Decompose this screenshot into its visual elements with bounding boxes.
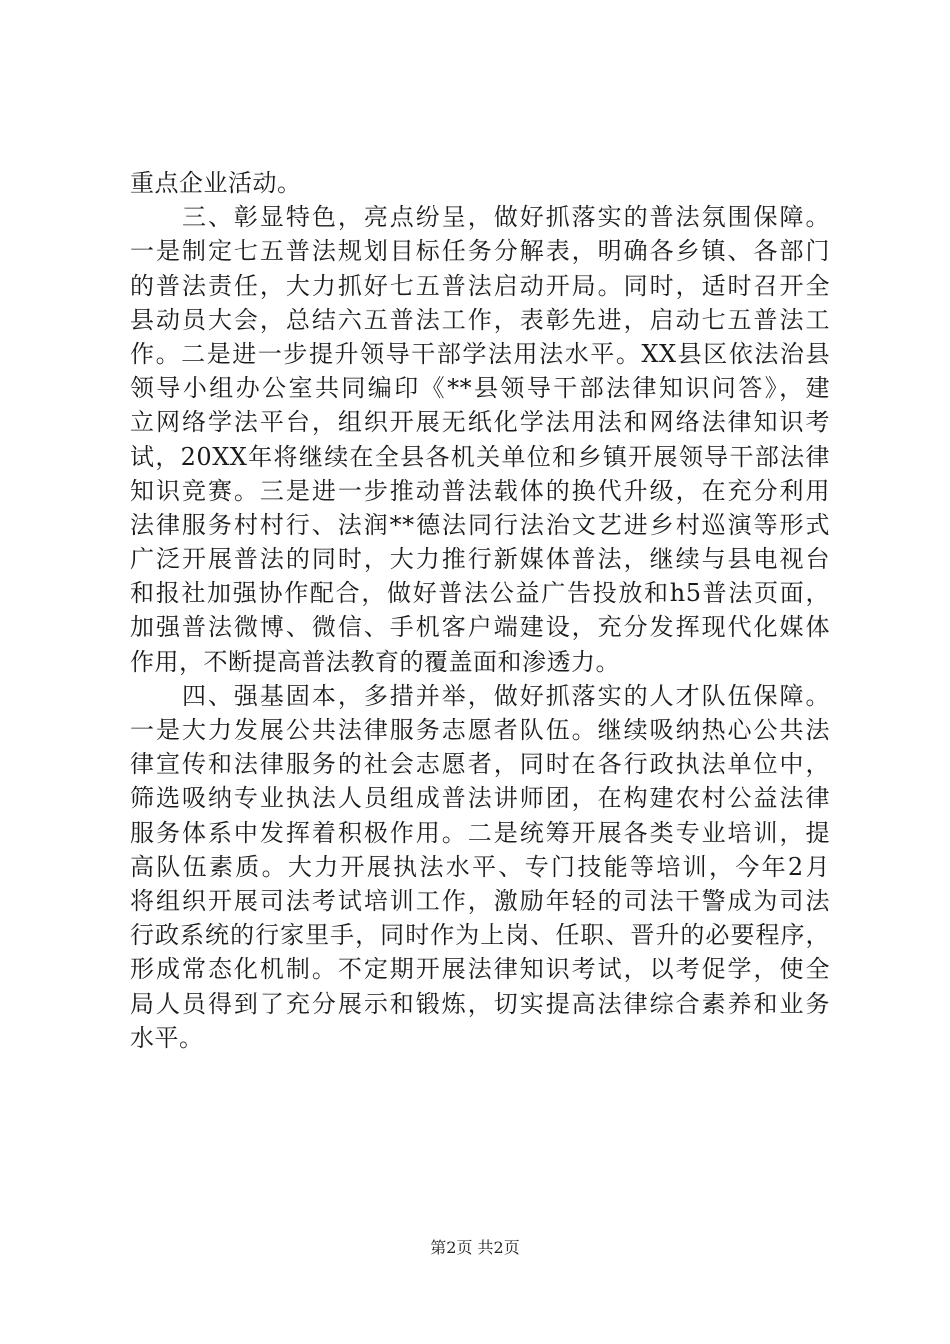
text-line: 重点企业活动。 [130, 169, 302, 197]
text-line: 知识竞赛。三是进一步推动普法载体的换代升级，在充分利用 [130, 476, 830, 505]
text-line: 服务体系中发挥着积极作用。二是统筹开展各类专业培训，提 [130, 818, 830, 847]
text-line: 领导小组办公室共同编印《**县领导干部法律知识问答》，建 [130, 374, 830, 403]
text-line: 行政系统的行家里手，同时作为上岗、任职、晋升的必要程序， [130, 921, 830, 950]
text-line: 形成常态化机制。不定期开展法律知识考试，以考促学，使全 [130, 955, 830, 984]
text-line: 高队伍素质。大力开展执法水平、专门技能等培训，今年2月 [130, 852, 830, 881]
text-line: 试，20XX年将继续在全县各机关单位和乡镇开展领导干部法律 [130, 442, 830, 471]
text-line: 广泛开展普法的同时，大力推行新媒体普法，继续与县电视台 [130, 545, 830, 574]
text-line: 法律服务村村行、法润**德法同行法治文艺进乡村巡演等形式 [130, 510, 830, 539]
text-line: 律宣传和法律服务的社会志愿者，同时在各行政执法单位中， [130, 750, 830, 779]
text-line: 和报社加强协作配合，做好普法公益广告投放和h5普法页面， [130, 579, 830, 608]
text-line: 立网络学法平台，组织开展无纸化学法用法和网络法律知识考 [130, 408, 830, 437]
text-line: 的普法责任，大力抓好七五普法启动开局。同时，适时召开全 [130, 271, 830, 300]
text-line: 作用，不断提高普法教育的覆盖面和渗透力。 [130, 647, 620, 676]
text-line: 局人员得到了充分展示和锻炼，切实提高法律综合素养和业务 [130, 989, 830, 1018]
text-line: 县动员大会，总结六五普法工作，表彰先进，启动七五普法工 [130, 305, 830, 334]
text-line: 水平。 [130, 1023, 204, 1052]
text-line: 作。二是进一步提升领导干部学法用法水平。XX县区依法治县 [130, 339, 830, 368]
document-body [130, 166, 830, 1055]
text-line: 三、彰显特色，亮点纷呈，做好抓落实的普法氛围保障。 [130, 203, 830, 232]
text-line: 筛选吸纳专业执法人员组成普法讲师团，在构建农村公益法律 [130, 784, 830, 813]
page-footer: 第2页 共2页 [430, 1238, 520, 1257]
text-line: 四、强基固本，多措并举，做好抓落实的人才队伍保障。 [130, 681, 830, 710]
text-line: 一是制定七五普法规划目标任务分解表，明确各乡镇、各部门 [130, 237, 830, 266]
text-line: 一是大力发展公共法律服务志愿者队伍。继续吸纳热心公共法 [130, 716, 830, 744]
text-line: 将组织开展司法考试培训工作，激励年轻的司法干警成为司法 [130, 886, 830, 915]
text-line: 加强普法微博、微信、手机客户端建设，充分发挥现代化媒体 [130, 613, 830, 642]
